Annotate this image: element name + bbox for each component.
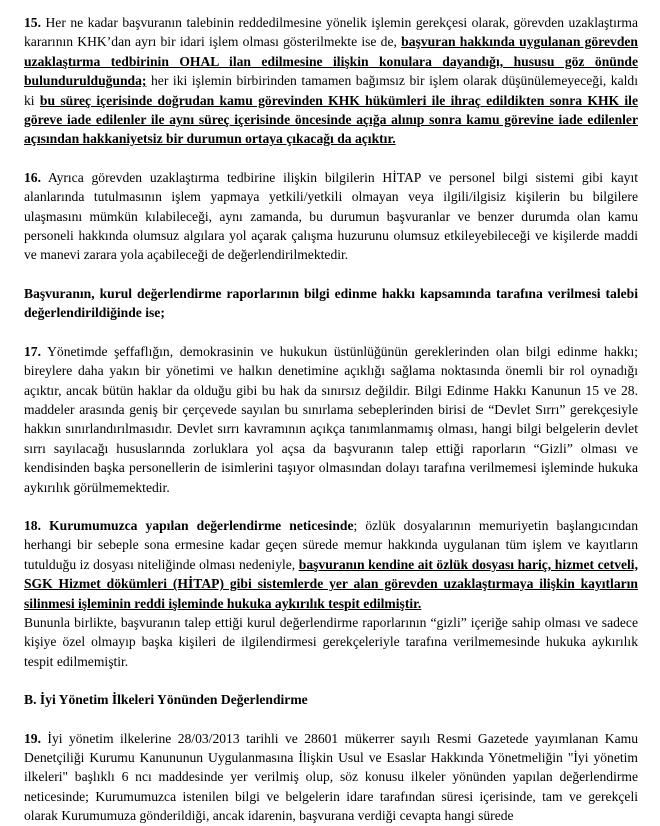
paragraph-text: her iki işlemin birbirinden tamamen bağımsız bir işlem olarak düşünülemeyeceği, kaldı ki (24, 73, 638, 108)
paragraph-18-continuation: Bununla birlikte, başvuranın talep ettiği kurul değerlendirme raporlarının “gizli” içeriğe sahip olması ve sadece kişiye özel olmayıp başka kişileri de ilgilendirmesi gerekçeleriyle tarafına verilmemesinde hukuka aykırılık tespit edilmemiştir. (24, 614, 638, 669)
paragraph-number: 17. (24, 343, 41, 359)
paragraph-number: 19. (24, 730, 41, 746)
paragraph-number: 15. (24, 15, 41, 30)
paragraph-number: 16. (24, 169, 41, 185)
paragraph-text: Ayrıca görevden uzaklaştırma tedbirine ilişkin bilgilerin HİTAP ve personel bilgi sistemi gibi kayıt alanlarında tutulmasının işlem yapmaya yetkili/yetkili olmayan veya ilgili/ilgisiz kişilerin bu bilgilere ulaşmasını mümkün kılabileceği, aynı zamanda, bu durumun başvuranlar ve benzer durumda olan kamu personeli hakkında olumsuz algılara yol açarak çalışma huzurunu olumsuz etkileyebileceği ve kişilerde maddi ve manevi zarara yola açabileceği de değerlendirilmektedir. (24, 169, 638, 263)
section-heading: Başvuranın, kurul değerlendirme raporlarının bilgi edinme hakkı kapsamında tarafına verilmesi talebi değerlendirildiğinde ise; (24, 285, 638, 321)
paragraph-18 (24, 516, 638, 613)
paragraph-15 (24, 13, 638, 149)
paragraph-text: Yönetimde şeffaflığın, demokrasinin ve hukukun üstünlüğünün gereklerinden olan bilgi edinme hakkı; bireylere daha yakın bir yönetimi ve halkın denetimine açıklığı sağlama noktasında önemli bir rol oynadığı açıktır, ancak bütün haklar da olduğu gibi bu hak da sınırsız değildir. Bilgi Edinme Hakkı Kanunun 15 ve 28. maddeler arasında geniş bir çerçevede sayılan bu sınırlama sebeplerinden birisi de “Devlet Sırrı” gerekçesiyle hakkın sınırlandırılmasıdır. Devlet sırrı kavramının açıkça tanımlanmamış olması, hangi bilgi belgelerin devlet sırrı sayılacağı hususlarında zorluklara yol açsa da başvuranın talep ettiği raporların “Gizli” olması ve kendisinden başka personellerin de isimlerini taşıyor olmasından dolayı tarafına verilmemesi işleminde hukuka aykırılık görülmemektedir. (24, 343, 638, 495)
emphasized-text: bu süreç içerisinde doğrudan kamu görevinden KHK hükümleri ile ihraç edildikten sonra KHK ile göreve iade edilenler ile aynı süreç içerisinde öncesinde açığa alınıp sonra kamu görevine iade edilenler açısından hakkaniyetsiz bir durumun ortaya çıkacağı da açıktır. (24, 92, 638, 147)
paragraph-19 (24, 729, 638, 826)
bold-text: Kurumumuzca yapılan değerlendirme neticesinde (41, 517, 354, 533)
emphasized-text: başvuran hakkında uygulanan görevden uzaklaştırma tedbirinin OHAL ilan edilmesine ilişkin konulara dayandığı, hususu göz önünde bulundurulduğunda; (24, 34, 638, 89)
paragraph-text: Her ne kadar başvuranın talebinin reddedilmesine yönelik işlemin gerekçesi olarak, görevden uzaklaştırma kararının KHK’dan ayrı bir idari işlem olması gösterilmekte ise de, (24, 15, 638, 50)
paragraph-16 (24, 168, 638, 265)
paragraph-text: İyi yönetim ilkelerine 28/03/2013 tarihli ve 28601 mükerrer sayılı Resmi Gazetede yayımlanan Kamu Denetçiliği Kurumu Kanununun Uygulanmasına İlişkin Usul ve Esaslar Hakkında Yönetmeliğin "İyi yönetim ilkeleri" başlıklı 6 ncı maddesinde yer verilmiş olup, söz konusu ilkeler yönünden yapılan değerlendirme neticesinde; Kurumumuzca istenilen bilgi ve belgelerin idare tarafından süresi içerisinde, tam ve gerekçeli olarak Kurumumuza gönderildiği, ancak idarenin, başvurana verdiği cevapta hangi sürede (24, 730, 638, 824)
paragraph-number: 18. (24, 517, 41, 533)
paragraph-17 (24, 342, 638, 497)
section-heading-b: B. İyi Yönetim İlkeleri Yönünden Değerlendirme (24, 692, 308, 708)
paragraph-text: ; özlük dosyalarının memuriyetin başlangıcından herhangi bir sebeple sona ermesine kadar geçen sürede memur hakkında uygulanan tüm işlem ve kayıtların tutulduğu iz dosyası niteliğinde olması nedeniyle, (24, 517, 638, 572)
emphasized-text: başvuranın kendine ait özlük dosyası hariç, hizmet cetveli, SGK Hizmet dökümleri (HİTAP) gibi sistemlerde yer alan görevden uzaklaştırmaya ilişkin kayıtların silinmesi işleminin reddi işleminde hukuka aykırılık tespit edilmiştir. (24, 556, 638, 611)
